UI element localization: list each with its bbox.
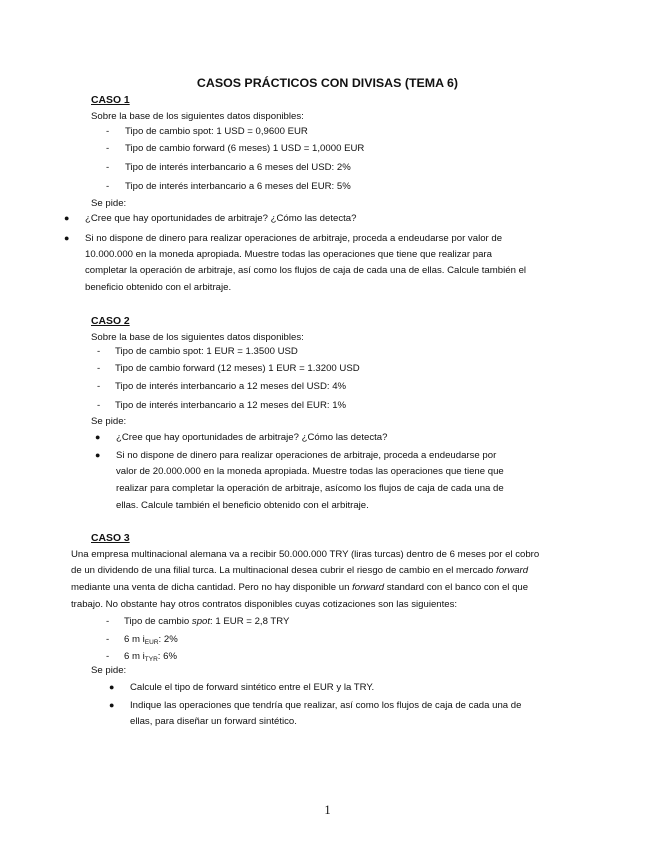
dash-marker: - [106,143,110,154]
caso2-q1: ¿Cree que hay oportunidades de arbitraje? ¿Cómo las detecta? [116,432,388,443]
caso3-heading: CASO 3 [91,533,130,544]
bullet-icon: ● [109,682,115,692]
forward-italic: forward [352,582,385,593]
page-number: 1 [324,803,331,817]
caso2-item: Tipo de cambio forward (12 meses) 1 EUR = 1.3200 USD [115,363,360,374]
caso3-item [124,634,178,646]
caso2-item: Tipo de interés interbancario a 12 meses del EUR: 1% [115,400,347,411]
bullet-icon: ● [64,213,70,223]
text-run: Tipo de cambio [124,616,192,627]
text-run: : 1 EUR = 2,8 TRY [210,616,290,627]
caso1-q1: ¿Cree que hay oportunidades de arbitraje? ¿Cómo las detecta? [85,213,357,224]
caso3-se-pide: Se pide: [91,665,127,676]
text-run: mediante una venta de dicha cantidad. Pero no hay disponible un [71,582,353,593]
caso2-q2-line: realizar para completar la operación de arbitraje, asícomo los flujos de caja de cada una de [116,483,504,494]
caso1-heading: CASO 1 [91,95,130,106]
caso2-heading: CASO 2 [91,316,130,327]
caso1-item: Tipo de interés interbancario a 6 meses del USD: 2% [125,162,351,173]
subscript: TYR [144,656,158,663]
dash-marker: - [97,363,101,374]
caso2-se-pide: Se pide: [91,416,127,427]
forward-italic: forward [496,565,529,576]
caso1-intro: Sobre la base de los siguientes datos disponibles: [91,111,304,122]
caso3-paragraph-line [71,565,528,576]
bullet-icon: ● [64,233,70,243]
text-run: de un dividendo de una filial turca. La multinacional desea cubrir el riesgo de cambio en el mercado [71,565,497,576]
dash-marker: - [106,616,110,627]
text-run: : 6% [157,651,177,662]
caso3-paragraph-line: trabajo. No obstante hay otros contratos disponibles cuyas cotizaciones son las siguientes: [71,599,458,610]
page-title: CASOS PRÁCTICOS CON DIVISAS (TEMA 6) [196,76,459,90]
caso3-paragraph-line: Una empresa multinacional alemana va a recibir 50.000.000 TRY (liras turcas) dentro de 6 meses por el cobro [71,549,540,560]
caso1-se-pide: Se pide: [91,198,127,209]
dash-marker: - [97,381,101,392]
dash-marker: - [106,651,110,662]
caso1-item: Tipo de interés interbancario a 6 meses del EUR: 5% [125,181,351,192]
caso3-paragraph-line [71,582,528,593]
caso3-q2-line: Indique las operaciones que tendría que realizar, así como los flujos de caja de cada una de [130,700,522,711]
caso1-q2-line: 10.000.000 en la moneda apropiada. Muestre todas las operaciones que tiene que realizar para [85,249,492,260]
caso2-item: Tipo de interés interbancario a 12 meses del USD: 4% [115,381,347,392]
dash-marker: - [106,181,110,192]
text-run: 6 m i [124,634,145,645]
bullet-icon: ● [95,450,101,460]
caso2-q2-line: Si no dispone de dinero para realizar operaciones de arbitraje, proceda a endeudarse por [116,450,497,461]
bullet-icon: ● [95,432,101,442]
caso3-item [124,616,289,627]
subscript: EUR [144,639,159,646]
caso1-q2-line: beneficio obtenido con el arbitraje. [85,282,232,293]
caso3-q1: Calcule el tipo de forward sintético entre el EUR y la TRY. [130,682,375,693]
caso2-q2-line: valor de 20.000.000 en la moneda apropiada. Muestre todas las operaciones que tiene que [116,466,504,477]
dash-marker: - [97,400,101,411]
caso3-item [124,651,177,663]
dash-marker: - [106,162,110,173]
caso1-item: Tipo de cambio spot: 1 USD = 0,9600 EUR [125,126,308,137]
caso1-q2-line: completar la operación de arbitraje, así como los flujos de caja de cada una de ellas. Calcule también el [85,265,527,276]
caso2-q2-line: ellas. Calcule también el beneficio obtenido con el arbitraje. [116,500,369,511]
caso1-item: Tipo de cambio forward (6 meses) 1 USD = 1,0000 EUR [125,143,365,154]
text-run: standard con el banco con el que [384,582,529,593]
bullet-icon: ● [109,700,115,710]
caso2-intro: Sobre la base de los siguientes datos disponibles: [91,332,304,343]
text-run: : 2% [158,634,178,645]
dash-marker: - [106,126,110,137]
text-run: 6 m i [124,651,145,662]
caso3-q2-line: ellas, para diseñar un forward sintético. [130,716,297,727]
caso2-item: Tipo de cambio spot: 1 EUR = 1.3500 USD [115,346,298,357]
dash-marker: - [106,634,110,645]
dash-marker: - [97,346,101,357]
spot-italic: spot [191,616,211,627]
caso1-q2-line: Si no dispone de dinero para realizar operaciones de arbitraje, proceda a endeudarse por valor de [85,233,503,244]
